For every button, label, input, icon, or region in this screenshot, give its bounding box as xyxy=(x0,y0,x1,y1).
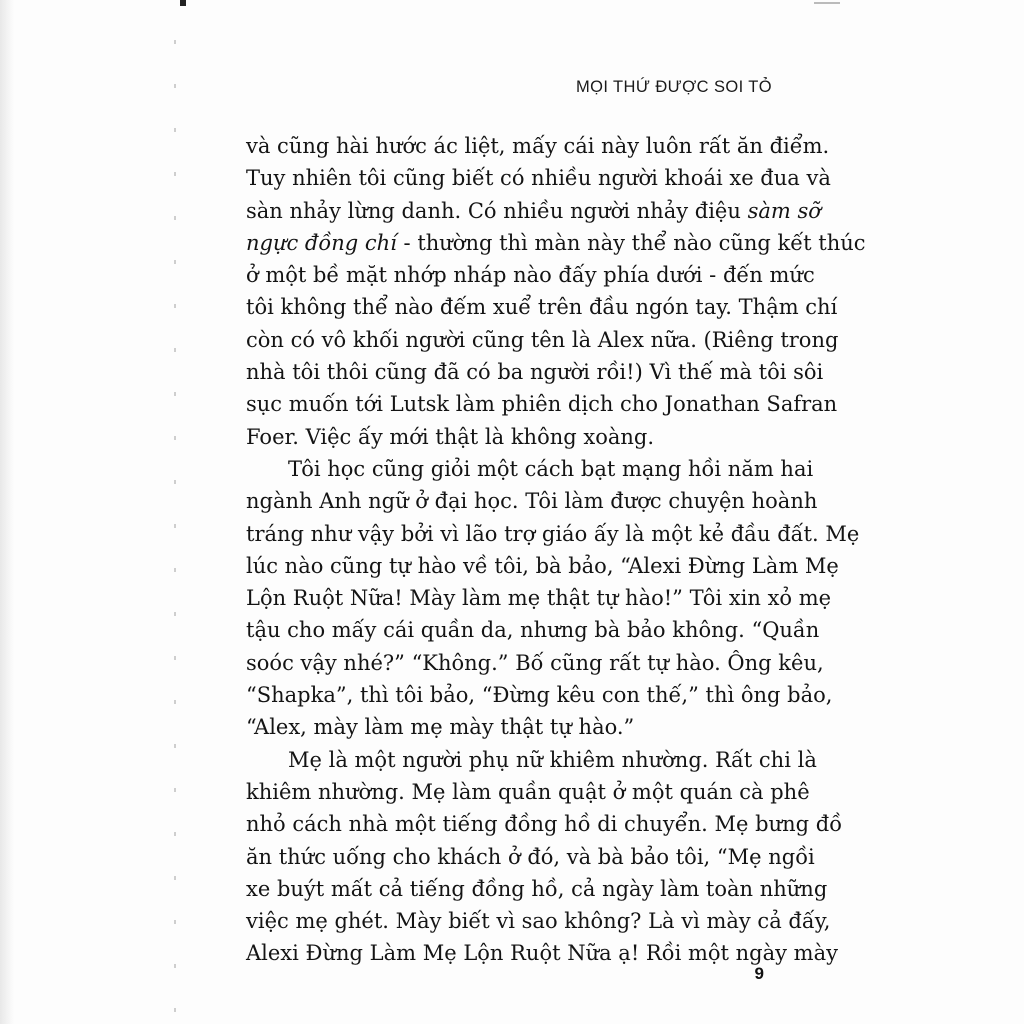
text-line: tráng như vậy bởi vì lão trợ giáo ấy là một kẻ đầu đất. Mẹ xyxy=(246,521,860,546)
text-line: “Alex, mày làm mẹ mày thật tự hào.” xyxy=(246,715,635,740)
text-line: ăn thức uống cho khách ở đó, và bà bảo tôi, “Mẹ ngồi xyxy=(246,844,815,869)
text-line: việc mẹ ghét. Mày biết vì sao không? Là vì mày cả đấy, xyxy=(246,909,831,934)
text-line: tôi không thể nào đếm xuể trên đầu ngón tay. Thậm chí xyxy=(246,295,838,320)
text-line: nhà tôi thôi cũng đã có ba người rồi!) Vì thế mà tôi sôi xyxy=(246,360,824,385)
text-line: soóc vậy nhé?” “Không.” Bố cũng rất tự hào. Ông kêu, xyxy=(246,650,824,675)
text-line xyxy=(246,195,821,227)
text-line: nhỏ cách nhà một tiếng đồng hồ di chuyển. Mẹ bưng đồ xyxy=(246,812,843,837)
text-line: tậu cho mấy cái quần da, nhưng bà bảo không. “Quần xyxy=(246,618,820,643)
text-line: còn có vô khối người cũng tên là Alex nữa. (Riêng trong xyxy=(246,327,839,352)
text-line: ngành Anh ngữ ở đại học. Tôi làm được chuyện hoành xyxy=(246,489,818,514)
text-line: ở một bề mặt nhớp nháp nào đấy phía dưới - đến mức xyxy=(246,263,815,288)
text-line xyxy=(246,227,866,259)
paragraph-first-line: Tôi học cũng giỏi một cách bạt mạng hồi năm hai xyxy=(288,456,814,481)
italic-run: ngực đồng chí xyxy=(246,230,397,255)
text-line: khiêm nhường. Mẹ làm quần quật ở một quán cà phê xyxy=(246,779,810,804)
text-line: Foer. Việc ấy mới thật là không xoàng. xyxy=(246,424,655,449)
text-line: Alexi Đừng Làm Mẹ Lộn Ruột Nữa ạ! Rồi một ngày mày xyxy=(246,941,838,966)
page-number: 9 xyxy=(754,964,764,983)
text-line: sục muốn tới Lutsk làm phiên dịch cho Jonathan Safran xyxy=(246,392,838,417)
scan-corner-mark-right xyxy=(814,2,840,4)
paragraph-first-line: Mẹ là một người phụ nữ khiêm nhường. Rất chi là xyxy=(288,747,817,772)
scan-corner-mark xyxy=(180,0,186,6)
text-run: sàn nhảy lừng danh. Có nhiều người nhảy điệu xyxy=(246,198,748,223)
text-line: Lộn Ruột Nữa! Mày làm mẹ thật tự hào!” Tôi xin xỏ mẹ xyxy=(246,586,832,611)
text-run: - thường thì màn này thể nào cũng kết thúc xyxy=(396,230,866,255)
text-line: và cũng hài hước ác liệt, mấy cái này luôn rất ăn điểm. xyxy=(246,134,830,158)
running-head: MỌI THỨ ĐƯỢC SOI TỎ xyxy=(576,78,772,96)
page-gutter-shadow xyxy=(0,0,14,1024)
scan-edge-specks xyxy=(174,0,176,1024)
text-line: lúc nào cũng tự hào về tôi, bà bảo, “Alexi Đừng Làm Mẹ xyxy=(246,553,839,578)
text-line: “Shapka”, thì tôi bảo, “Đừng kêu con thế,” thì ông bảo, xyxy=(246,683,833,708)
italic-run: sàm sỡ xyxy=(747,198,821,223)
body-text xyxy=(246,130,866,970)
text-line: Tuy nhiên tôi cũng biết có nhiều người khoái xe đua và xyxy=(246,166,831,191)
text-line: xe buýt mất cả tiếng đồng hồ, cả ngày làm toàn những xyxy=(246,876,828,901)
